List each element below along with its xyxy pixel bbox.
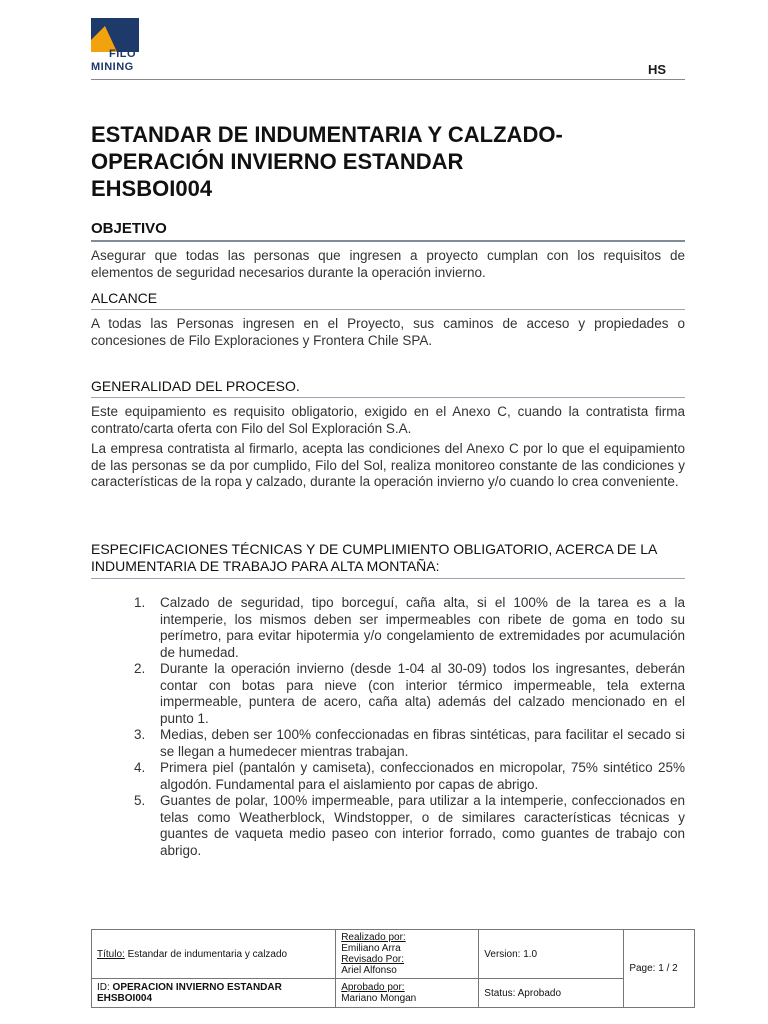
list-number: 1. <box>134 595 146 610</box>
section-heading: OBJETIVO <box>91 220 685 242</box>
list-item <box>132 793 685 859</box>
section-objetivo <box>91 220 685 281</box>
title-line: OPERACIÓN INVIERNO ESTANDAR <box>91 149 464 174</box>
footer-status-cell: Status: Aprobado <box>479 979 624 1008</box>
list-text: Medias, deben ser 100% confeccionadas en fibras sintéticas, para facilitar el secado si se llegan a humedecer mientras trabajan. <box>160 727 685 759</box>
list-item <box>132 661 685 727</box>
section-heading: GENERALIDAD DEL PROCESO. <box>91 378 685 398</box>
section-text: La empresa contratista al firmarlo, acepta las condiciones del Anexo C por lo que el equipamiento de las personas se da por cumplido, Filo del Sol, realiza monitoreo constante de las condiciones y características de la ropa y calzado, durante la operación invierno y/o cuando lo crea conveniente. <box>91 441 685 489</box>
logo-mining-text: MINING <box>91 61 134 73</box>
section-text: A todas las Personas ingresen en el Proyecto, sus caminos de acceso y propiedades o concesiones de Filo Exploraciones y Frontera Chile SPA. <box>91 316 685 348</box>
footer-id-cell <box>92 979 336 1008</box>
section-especificaciones <box>91 541 685 579</box>
footer-version-cell: Version: 1.0 <box>479 930 624 979</box>
section-heading: ALCANCE <box>91 290 685 310</box>
title-line: ESTANDAR DE INDUMENTARIA Y CALZADO- <box>91 122 563 147</box>
list-text: Calzado de seguridad, tipo borceguí, caña alta, si el 100% de la tarea es a la intemperie, los mismos deben ser impermeables con ribete de goma en todo su perímetro, para evitar hipotermia y/o congelamiento de extremidades por acumulación de humedad. <box>160 595 685 660</box>
header-divider <box>91 79 685 80</box>
document-footer-table <box>91 929 695 1008</box>
footer-aprobado-label: Aprobado por: <box>341 982 405 993</box>
section-alcance <box>91 290 685 349</box>
footer-authors-cell <box>336 930 479 979</box>
requirements-list <box>132 595 685 859</box>
list-text: Durante la operación invierno (desde 1-04 al 30-09) todos los ingresantes, deberán contar con botas para nieve (con interior térmico impermeable, tela externa impermeable, puntera de acero, caña alta) además del calzado mencionado en el punto 1. <box>160 661 685 726</box>
list-item <box>132 727 685 760</box>
document-title <box>91 121 691 202</box>
logo-filo-text: FILO <box>109 48 137 60</box>
section-heading: ESPECIFICACIONES TÉCNICAS Y DE CUMPLIMIENTO OBLIGATORIO, ACERCA DE LA INDUMENTARIA DE TRABAJO PARA ALTA MONTAÑA: <box>91 541 685 579</box>
footer-approved-cell <box>336 979 479 1008</box>
list-number: 3. <box>134 727 146 742</box>
footer-realizado-label: Realizado por: <box>341 932 406 943</box>
list-number: 2. <box>134 661 146 676</box>
section-generalidad <box>91 378 685 491</box>
footer-aprobado-value: Mariano Mongan <box>341 993 417 1004</box>
list-item <box>132 760 685 793</box>
footer-revisado-label: Revisado Por: <box>341 954 405 965</box>
list-item <box>132 595 685 661</box>
filo-mining-logo <box>91 18 141 76</box>
section-text: Asegurar que todas las personas que ingresen a proyecto cumplan con los requisitos de elementos de seguridad necesarios durante la operación invierno. <box>91 248 685 280</box>
footer-id-value: OPERACION INVIERNO ESTANDAR EHSBOI004 <box>97 982 282 1004</box>
footer-revisado-value: Ariel Alfonso <box>341 965 397 976</box>
section-text: Este equipamiento es requisito obligatorio, exigido en el Anexo C, cuando la contratista firma contrato/carta oferta con Filo del Sol Exploración S.A. <box>91 404 685 436</box>
list-text: Guantes de polar, 100% impermeable, para utilizar a la intemperie, confeccionados en telas como Weatherblock, Windstopper, o de similares características técnicas y guantes de vaqueta medio paseo con interior forrado, como guantes de trabajo con abrigo. <box>160 793 685 858</box>
list-number: 5. <box>134 793 146 808</box>
title-line: EHSBOI004 <box>91 176 213 201</box>
document-code: HS <box>648 62 667 77</box>
footer-title-cell <box>92 930 336 979</box>
list-text: Primera piel (pantalón y camiseta), confeccionados en micropolar, 75% sintético 25% algodón. Fundamental para el aislamiento por capas de abrigo. <box>160 760 685 792</box>
footer-title-label: Título: <box>97 948 125 960</box>
footer-page-cell: Page: 1 / 2 <box>624 930 695 1008</box>
footer-realizado-value: Emiliano Arra <box>341 943 401 954</box>
footer-title-value: Estandar de indumentaria y calzado <box>124 948 288 960</box>
list-number: 4. <box>134 760 146 775</box>
footer-id-label: ID: <box>97 982 110 993</box>
